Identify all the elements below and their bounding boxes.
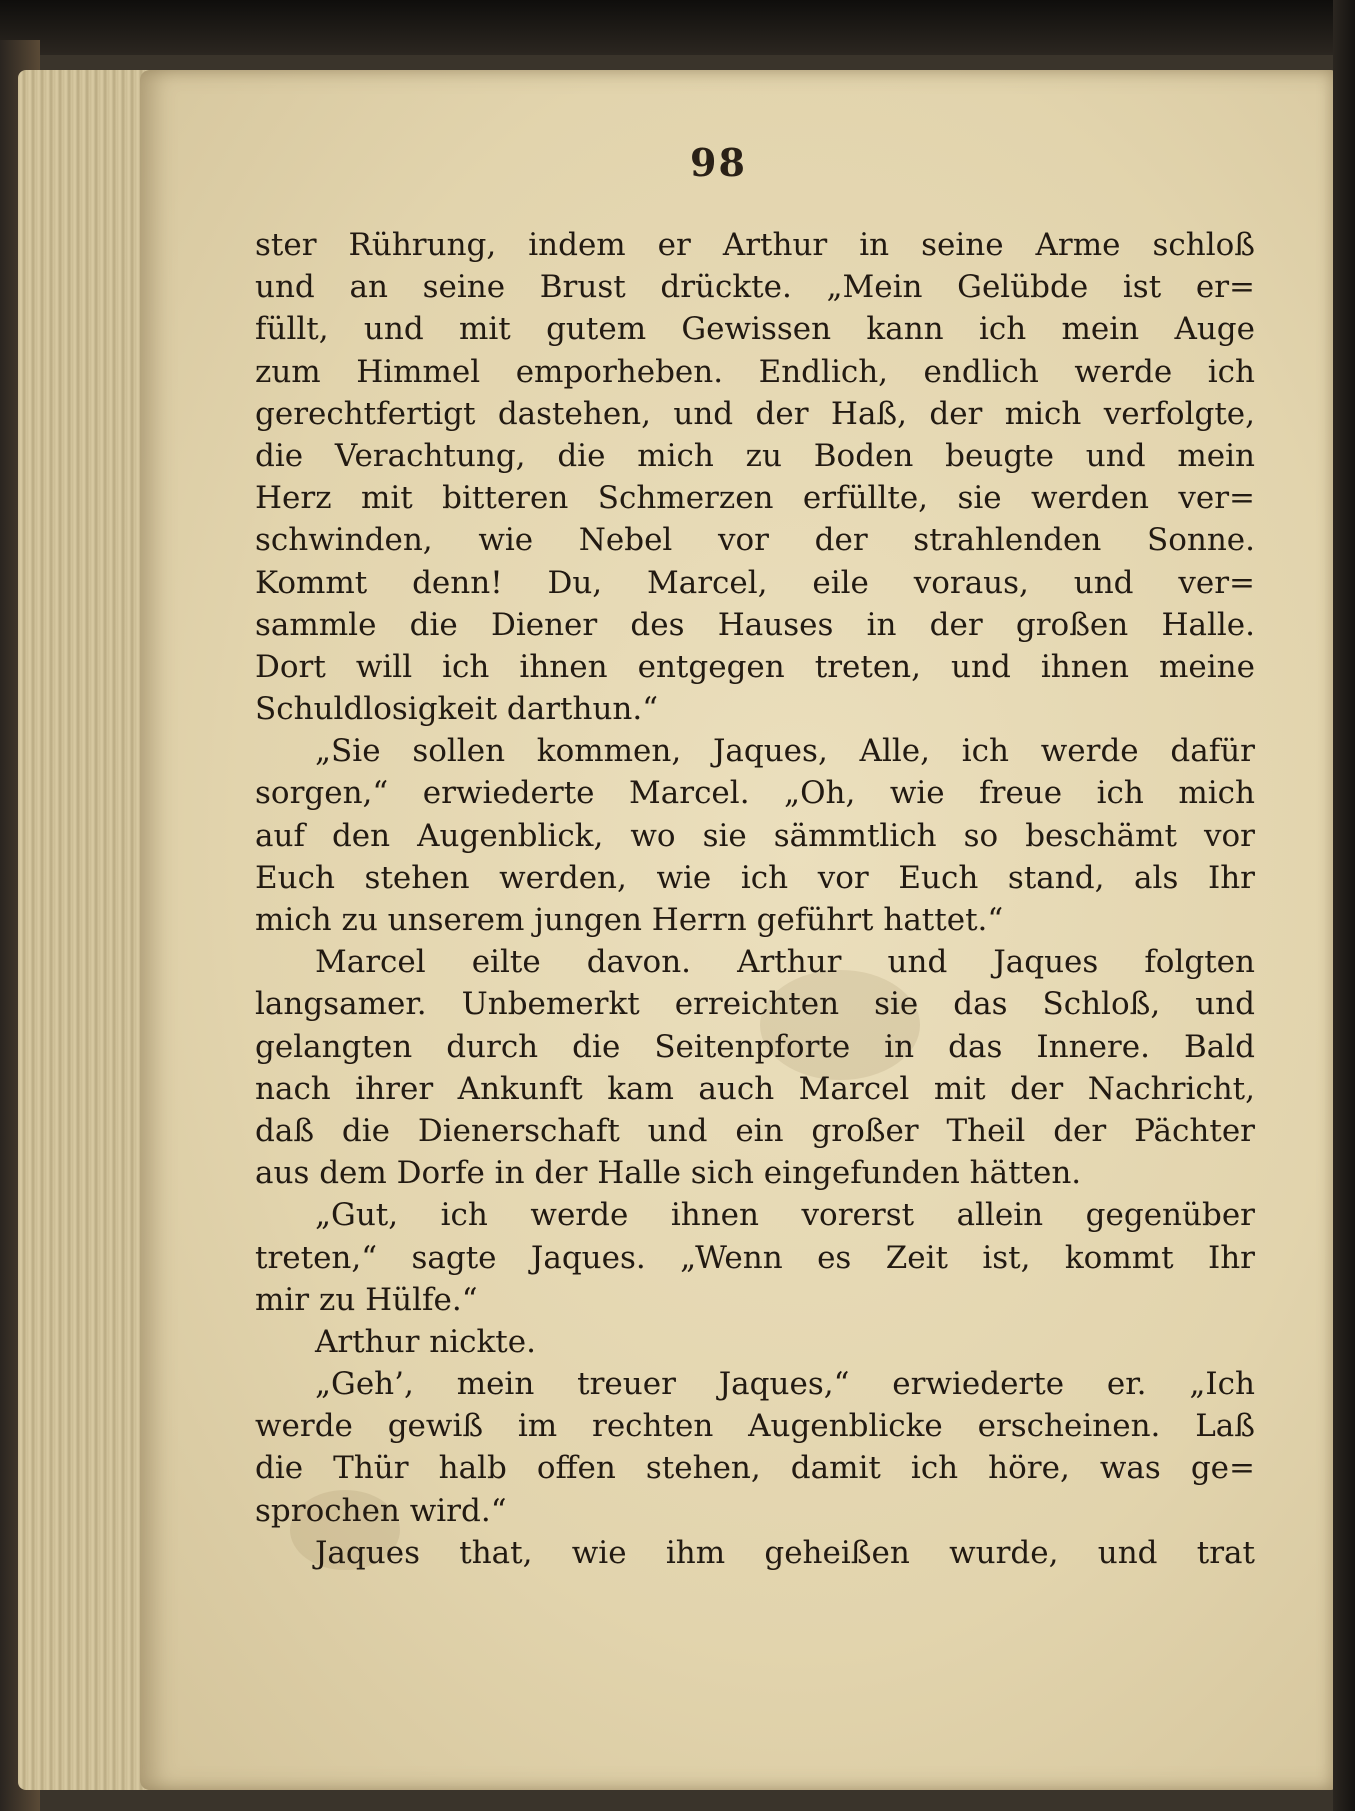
text-line: zum Himmel emporheben. Endlich, endlich werde ich [255, 353, 1255, 390]
text-line: „Gut, ich werde ihnen vorerst allein gegenüber [315, 1197, 1255, 1234]
text-line: „Sie sollen kommen, Jaques, Alle, ich werde dafür [315, 733, 1255, 770]
text-line: „Geh’, mein treuer Jaques,“ erwiederte er. „Ich [315, 1366, 1255, 1403]
body-text [255, 224, 1255, 1574]
text-line: die Verachtung, die mich zu Boden beugte und mein [255, 437, 1255, 474]
text-line: Kommt denn! Du, Marcel, eile voraus, und ver= [255, 564, 1255, 601]
text-line: aus dem Dorfe in der Halle sich eingefunden hätten. [255, 1155, 1082, 1192]
text-line: sprochen wird.“ [255, 1492, 507, 1529]
text-line: Jaques that, wie ihm geheißen wurde, und trat [315, 1534, 1255, 1571]
text-line: Herz mit bitteren Schmerzen erfüllte, sie werden ver= [255, 480, 1255, 517]
text-line: nach ihrer Ankunft kam auch Marcel mit der Nachricht, [255, 1070, 1255, 1107]
text-line: treten,“ sagte Jaques. „Wenn es Zeit ist, kommt Ihr [255, 1239, 1255, 1276]
text-line: Euch stehen werden, wie ich vor Euch stand, als Ihr [255, 859, 1255, 896]
text-line: und an seine Brust drückte. „Mein Gelübde ist er= [255, 269, 1255, 306]
page-number: 98 [690, 140, 747, 185]
text-line: Dort will ich ihnen entgegen treten, und ihnen meine [255, 648, 1255, 685]
text-line: Arthur nickte. [315, 1323, 536, 1360]
text-line: mir zu Hülfe.“ [255, 1281, 478, 1318]
text-line: sammle die Diener des Hauses in der großen Halle. [255, 606, 1255, 643]
text-line: mich zu unserem jungen Herrn geführt hattet.“ [255, 902, 1004, 938]
text-line: langsamer. Unbemerkt erreichten sie das Schloß, und [255, 986, 1255, 1023]
text-line: die Thür halb offen stehen, damit ich höre, was ge= [255, 1450, 1255, 1487]
text-line: Schuldlosigkeit darthun.“ [255, 691, 659, 728]
text-line: sorgen,“ erwiederte Marcel. „Oh, wie freue ich mich [255, 775, 1255, 812]
text-line: daß die Dienerschaft und ein großer Theil der Pächter [255, 1112, 1255, 1149]
text-line: schwinden, wie Nebel vor der strahlenden Sonne. [255, 522, 1255, 559]
text-line: werde gewiß im rechten Augenblicke erscheinen. Laß [255, 1408, 1255, 1445]
right-shadow [1333, 0, 1355, 1811]
text-line: gerechtfertigt dastehen, und der Haß, der mich verfolgte, [255, 395, 1255, 432]
text-line: gelangten durch die Seitenpforte in das Innere. Bald [255, 1028, 1255, 1065]
text-line: ster Rührung, indem er Arthur in seine Arme schloß [255, 227, 1255, 263]
top-shadow [0, 0, 1355, 55]
text-line: auf den Augenblick, wo sie sämmtlich so beschämt vor [255, 817, 1255, 854]
text-line: füllt, und mit gutem Gewissen kann ich mein Auge [255, 311, 1255, 348]
text-line: Marcel eilte davon. Arthur und Jaques folgten [315, 944, 1255, 981]
